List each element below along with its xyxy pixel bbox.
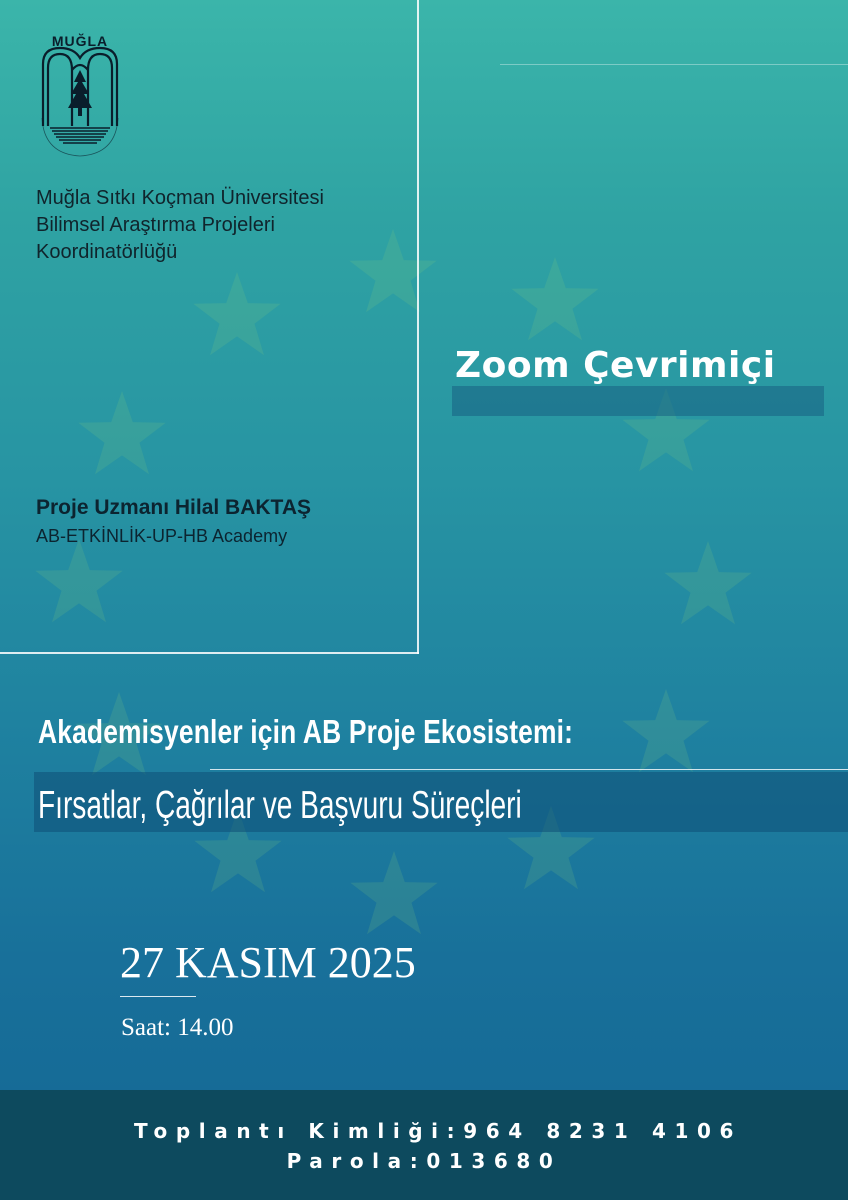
top-rule [500,64,848,65]
meeting-id: Toplantı Kimliği:964 8231 4106 [133,1119,743,1143]
eu-star [622,689,709,772]
event-title-line-2: Fırsatlar, Çağrılar ve Başvuru Süreçleri [38,784,522,827]
format-highlight-band [452,386,824,416]
organizer-line-2: Bilimsel Araştırma Projeleri [36,214,275,236]
eu-star [35,539,122,622]
eu-star [193,272,280,355]
logo-wordmark: MUĞLA [51,33,109,49]
event-format: Zoom Çevrimiçi [455,345,776,386]
eu-star [511,257,598,340]
meeting-info-footer [0,1090,848,1200]
eu-star [78,391,165,474]
event-date: 27 KASIM 2025 [120,938,416,987]
event-title-line-1: Akademisyenler için AB Proje Ekosistemi: [38,713,574,750]
university-logo [34,30,126,170]
organizer-line-3: Koordinatörlüğü [36,241,178,263]
frame-horizontal-line [0,652,419,654]
eu-star [349,229,436,312]
eu-star [350,851,437,934]
title-rule [210,769,848,770]
speaker-affiliation: AB-ETKİNLİK-UP-HB Academy [36,526,288,546]
event-time: Saat: 14.00 [121,1014,234,1041]
organizer-line-1: Muğla Sıtkı Koçman Üniversitesi [36,187,324,209]
meeting-password: Parola:013680 [286,1149,562,1173]
eu-star [664,541,751,624]
organizer-block [36,185,324,266]
speaker-name: Proje Uzmanı Hilal BAKTAŞ [36,496,311,519]
frame-vertical-line [417,0,419,654]
date-rule [120,996,196,997]
